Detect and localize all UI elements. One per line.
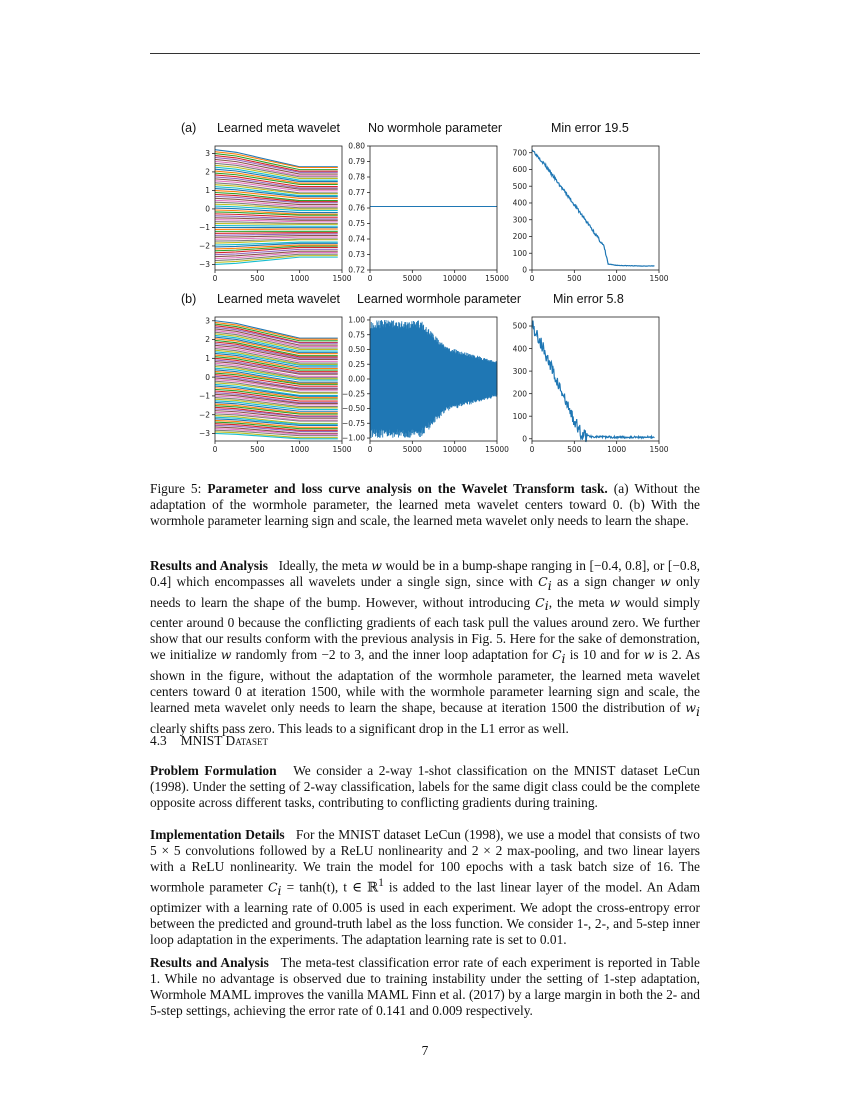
loss-line	[532, 150, 654, 266]
caption-rest: (a) Without the adaptation of the wormhole parameter, the learned meta wavelet centers toward 0. (b) With the wormhole parameter learning sign and scale, the learned meta wavelet only needs to learn the shape.	[150, 481, 701, 528]
panel-b2-title: Learned wormhole parameter	[357, 292, 521, 306]
x-tick-label: 1500	[649, 274, 669, 283]
p1-text: Ideally, the meta	[278, 558, 372, 573]
p1-text: only needs to learn the shape of the bump. However, without introducing	[150, 574, 700, 610]
p3-text: is added to the last linear layer of the model. An Adam optimizer with a learning rate of 0.005 is used in each experiment. We adopt the cross-entropy error between the predicted and ground-truth label as the loss function. We consider 1-, 2-, and 5-step inner loop adaptation in the experiments. The adaptation learning rate is set to 0.01.	[150, 879, 700, 948]
math-ci: C	[538, 574, 548, 589]
figure-caption	[150, 481, 700, 529]
figure-plots	[0, 0, 850, 480]
y-tick-label: 300	[512, 366, 527, 376]
math-w: w	[685, 700, 696, 716]
p1-text: to 3, and the inner loop adaptation for	[335, 647, 552, 663]
p1-text: is 2. As shown in the figure, without the adaptation of the wormhole parameter, the learned meta wavelet centers toward 0 at iteration 1500, while with the wormhole parameter learning sign and scale, the learned meta wavelet only needs to learn the shape, because at iteration 1500 the distribution of	[150, 647, 700, 716]
math-w: w	[220, 647, 232, 663]
p1-text: , the meta	[548, 594, 610, 610]
x-tick-label: 0	[367, 274, 373, 283]
x-tick-label: 500	[567, 445, 582, 454]
x-tick-label: 10000	[442, 445, 467, 454]
math-w: w	[660, 574, 671, 589]
y-tick-label: 0.00	[348, 374, 365, 384]
panel-b1-title: Learned meta wavelet	[217, 292, 340, 306]
p1-text: would be in a bump-shape ranging in	[381, 558, 590, 573]
y-tick-label: −0.25	[342, 389, 365, 399]
row-a-label: (a)	[181, 121, 197, 135]
y-tick-label: 0.75	[348, 219, 365, 229]
row-b-label: (b)	[181, 292, 197, 306]
p2-head: Problem Formulation	[150, 763, 277, 778]
implementation-details: Implementation Details For the MNIST dataset LeCun (1998), we use a model that consists of two 5 × 5 convolutions followed by a ReLU nonlinearity and 2 × 2 max-pooling, and two linear layers with a ReLU nonlinearity. We train the model for 100 epochs with a task batch size of 16. The wormhole parameter $C_i = \tanh(t)$, t ∈ ℝ$^1$ is added to the last linear layer of the model. An Adam optimizer with a learning rate of 0.005 is used in each experiment. We adopt the cross-entropy error between the predicted and ground-truth label as the loss function. We consider 1-, 2-, and 5-step inner loop adaptation in the experiments. The adaptation learning rate is set to 0.01.	[150, 827, 700, 948]
x-tick-label: 10000	[442, 274, 467, 283]
wavelet-lines	[215, 150, 338, 265]
y-tick-label: 2	[205, 167, 210, 177]
x-tick-label: 1000	[607, 445, 627, 454]
y-tick-label: 400	[512, 344, 527, 354]
section-title: MNIST Dataset	[180, 733, 268, 748]
p1-text: randomly from	[231, 647, 322, 663]
x-tick-label: 1500	[332, 274, 352, 283]
x-tick-label: 0	[212, 445, 218, 454]
y-tick-label: 0.73	[348, 250, 365, 260]
panel-b2	[342, 316, 509, 454]
y-tick-label: 3	[205, 316, 210, 326]
math-ci: C	[551, 647, 562, 663]
p3-text: For the MNIST dataset LeCun (1998), we use a model that consists of two	[295, 827, 700, 842]
y-tick-label: 500	[512, 321, 527, 331]
plot-frame	[532, 317, 659, 441]
x-tick-label: 0	[529, 274, 535, 283]
y-tick-label: 0.74	[348, 234, 365, 244]
y-tick-label: 0.72	[348, 265, 365, 275]
param-line	[370, 320, 497, 438]
y-tick-label: 1.00	[348, 315, 365, 325]
p1-text: which encompasses all wavelets under a single sign, since with	[171, 574, 539, 589]
math-w: w	[371, 558, 382, 573]
panel-b3	[513, 317, 669, 454]
x-tick-label: 0	[367, 445, 373, 454]
y-tick-label: 3	[205, 149, 210, 159]
y-tick-label: 0.78	[348, 172, 365, 182]
y-tick-label: 200	[512, 232, 527, 242]
x-tick-label: 1000	[607, 274, 627, 283]
results-analysis-wavelet: Results and Analysis Ideally, the meta w would be in a bump-shape ranging in [−0.4, 0.8], or [−0.8, 0.4] which encompasses all wavelets under a single sign, since with $C_i$ as a sign changer w only needs to learn the shape of the bump. However, without introducing $C_i$, the meta w would simply center around 0 because the conflicting gradients of each task pull the values around zero. We further show that our results conform with the previous analysis in Fig. 5. Here for the sake of demonstration, we initialize w randomly from −2 to 3, and the inner loop adaptation for $C_i$ is 10 and for w is 2. As shown in the figure, without the adaptation of the wormhole parameter, the learned meta wavelet centers toward 0 at iteration 1500, while with the wormhole parameter learning sign and scale, the learned meta wavelet only needs to learn the shape, because at iteration 1500 the distribution of $w_i$ clearly shifts pass zero. This leads to a significant drop in the L1 error as well.	[150, 558, 700, 736]
x-tick-label: 1000	[290, 274, 310, 283]
p3-text: convolutions followed by a ReLU nonlinearity and	[180, 843, 472, 858]
wavelet-line	[215, 226, 338, 227]
y-tick-label: 100	[512, 411, 527, 421]
x-tick-label: 1500	[332, 445, 352, 454]
x-tick-label: 0	[212, 274, 218, 283]
y-tick-label: 1	[205, 186, 210, 196]
math-w: w	[643, 647, 655, 663]
panel-b3-title: Min error 5.8	[553, 292, 624, 306]
math-size: 2 × 2	[471, 843, 503, 858]
p1-text: is 10 and for	[565, 647, 644, 663]
y-tick-label: 200	[512, 389, 527, 399]
y-tick-label: −3	[198, 429, 210, 439]
x-tick-label: 5000	[402, 445, 422, 454]
panel-a1	[199, 146, 352, 283]
caption-lead: Figure 5:	[150, 481, 208, 496]
y-tick-label: 0.76	[348, 203, 365, 213]
y-tick-label: 500	[512, 181, 527, 191]
y-tick-label: 1	[205, 354, 210, 364]
p2-text: We consider a 2-way 1-shot classification on the MNIST dataset LeCun (1998). Under the setting of 2-way classification, labels for the same digit class could be the complete opposite across different tasks, contributing to conflicting gradients during training.	[150, 763, 700, 810]
x-tick-label: 15000	[485, 445, 509, 454]
y-tick-label: 0	[522, 265, 527, 275]
y-tick-label: 2	[205, 335, 210, 345]
y-tick-label: 0	[205, 204, 210, 214]
panel-a3	[513, 146, 669, 283]
panel-b1	[199, 316, 352, 454]
y-tick-label: 0.50	[348, 345, 365, 355]
p4-head: Results and Analysis	[150, 955, 269, 970]
wavelet-lines	[215, 321, 338, 439]
y-tick-label: −1	[198, 391, 210, 401]
wavelet-line	[215, 233, 338, 234]
p1-text: would simply center around 0 because the conflicting gradients of each task pull the values around zero. We further show that our results conform with the previous analysis in Fig. 5. Here for the sake of demonstration, we initialize	[150, 594, 700, 663]
p1-text: as a sign changer	[551, 574, 661, 589]
p4-text: The meta-test classification error rate of each experiment is reported in Table 1. While no advantage is observed due to training instability under the setting of 1-step adaptation, Wormhole MAML improves the vanilla MAML Finn et al. (2017) by a large margin in both the 2- and 5-step settings, achieving the error rate of 0.141 and 0.009 respectively.	[150, 955, 700, 1018]
plot-frame	[370, 146, 497, 270]
plot-frame	[532, 146, 659, 270]
math-w: w	[609, 594, 621, 610]
math-tanh: = tanh(t), t ∈ ℝ	[286, 879, 379, 895]
y-tick-label: −2	[198, 241, 210, 251]
p3-head: Implementation Details	[150, 827, 285, 842]
y-tick-label: −1	[198, 223, 210, 233]
y-tick-label: 400	[512, 198, 527, 208]
y-tick-label: 0.25	[348, 359, 365, 369]
y-tick-label: −0.75	[342, 418, 365, 428]
math-ci: C	[535, 594, 545, 610]
y-tick-label: 0.80	[348, 141, 365, 151]
y-tick-label: 0.75	[348, 330, 365, 340]
y-tick-label: 0.77	[348, 188, 365, 198]
caption-bold: Parameter and loss curve analysis on the Wavelet Transform task.	[207, 481, 608, 496]
y-tick-label: −2	[198, 410, 210, 420]
y-tick-label: 100	[512, 248, 527, 258]
panel-a2-title: No wormhole parameter	[368, 121, 503, 135]
y-tick-label: 0	[205, 372, 210, 382]
math-size: 5 × 5	[150, 843, 181, 858]
p3-text: max-pooling, and two linear layers with a ReLU nonlinearity. We train the model for 100 epochs with a task batch size of 16. The wormhole parameter	[150, 843, 700, 895]
x-tick-label: 500	[250, 445, 265, 454]
x-tick-label: 15000	[485, 274, 509, 283]
p1-text: clearly shifts pass zero. This leads to a significant drop in the L1 error as well.	[150, 720, 569, 736]
section-heading	[150, 733, 268, 749]
x-tick-label: 5000	[402, 274, 422, 283]
y-tick-label: 0	[522, 434, 527, 444]
x-tick-label: 500	[567, 274, 582, 283]
math-range: [−0.8, 0.4]	[150, 558, 700, 589]
p1-text: , or	[646, 558, 668, 573]
x-tick-label: 1000	[290, 445, 310, 454]
panel-a2	[348, 142, 509, 283]
x-tick-label: 1500	[649, 445, 669, 454]
loss-line	[532, 321, 654, 442]
math-ci: C	[267, 879, 278, 895]
x-tick-label: 0	[529, 445, 535, 454]
panel-a3-title: Min error 19.5	[551, 121, 629, 135]
figure-5	[0, 0, 850, 480]
y-tick-label: 0.79	[348, 157, 365, 167]
y-tick-label: 600	[512, 165, 527, 175]
problem-formulation	[150, 763, 700, 811]
results-analysis-mnist	[150, 955, 700, 1019]
y-tick-label: −1.00	[342, 433, 365, 443]
panel-a1-title: Learned meta wavelet	[217, 121, 340, 135]
y-tick-label: 700	[512, 148, 527, 158]
y-tick-label: −0.50	[342, 404, 365, 414]
y-tick-label: −3	[198, 260, 210, 270]
math-num: −2	[321, 647, 336, 663]
section-number: 4.3	[150, 733, 167, 748]
page-number: 7	[421, 1043, 429, 1058]
p1-head: Results and Analysis	[150, 558, 268, 573]
x-tick-label: 500	[250, 274, 265, 283]
math-range: [−0.4, 0.8]	[589, 558, 647, 573]
y-tick-label: 300	[512, 215, 527, 225]
